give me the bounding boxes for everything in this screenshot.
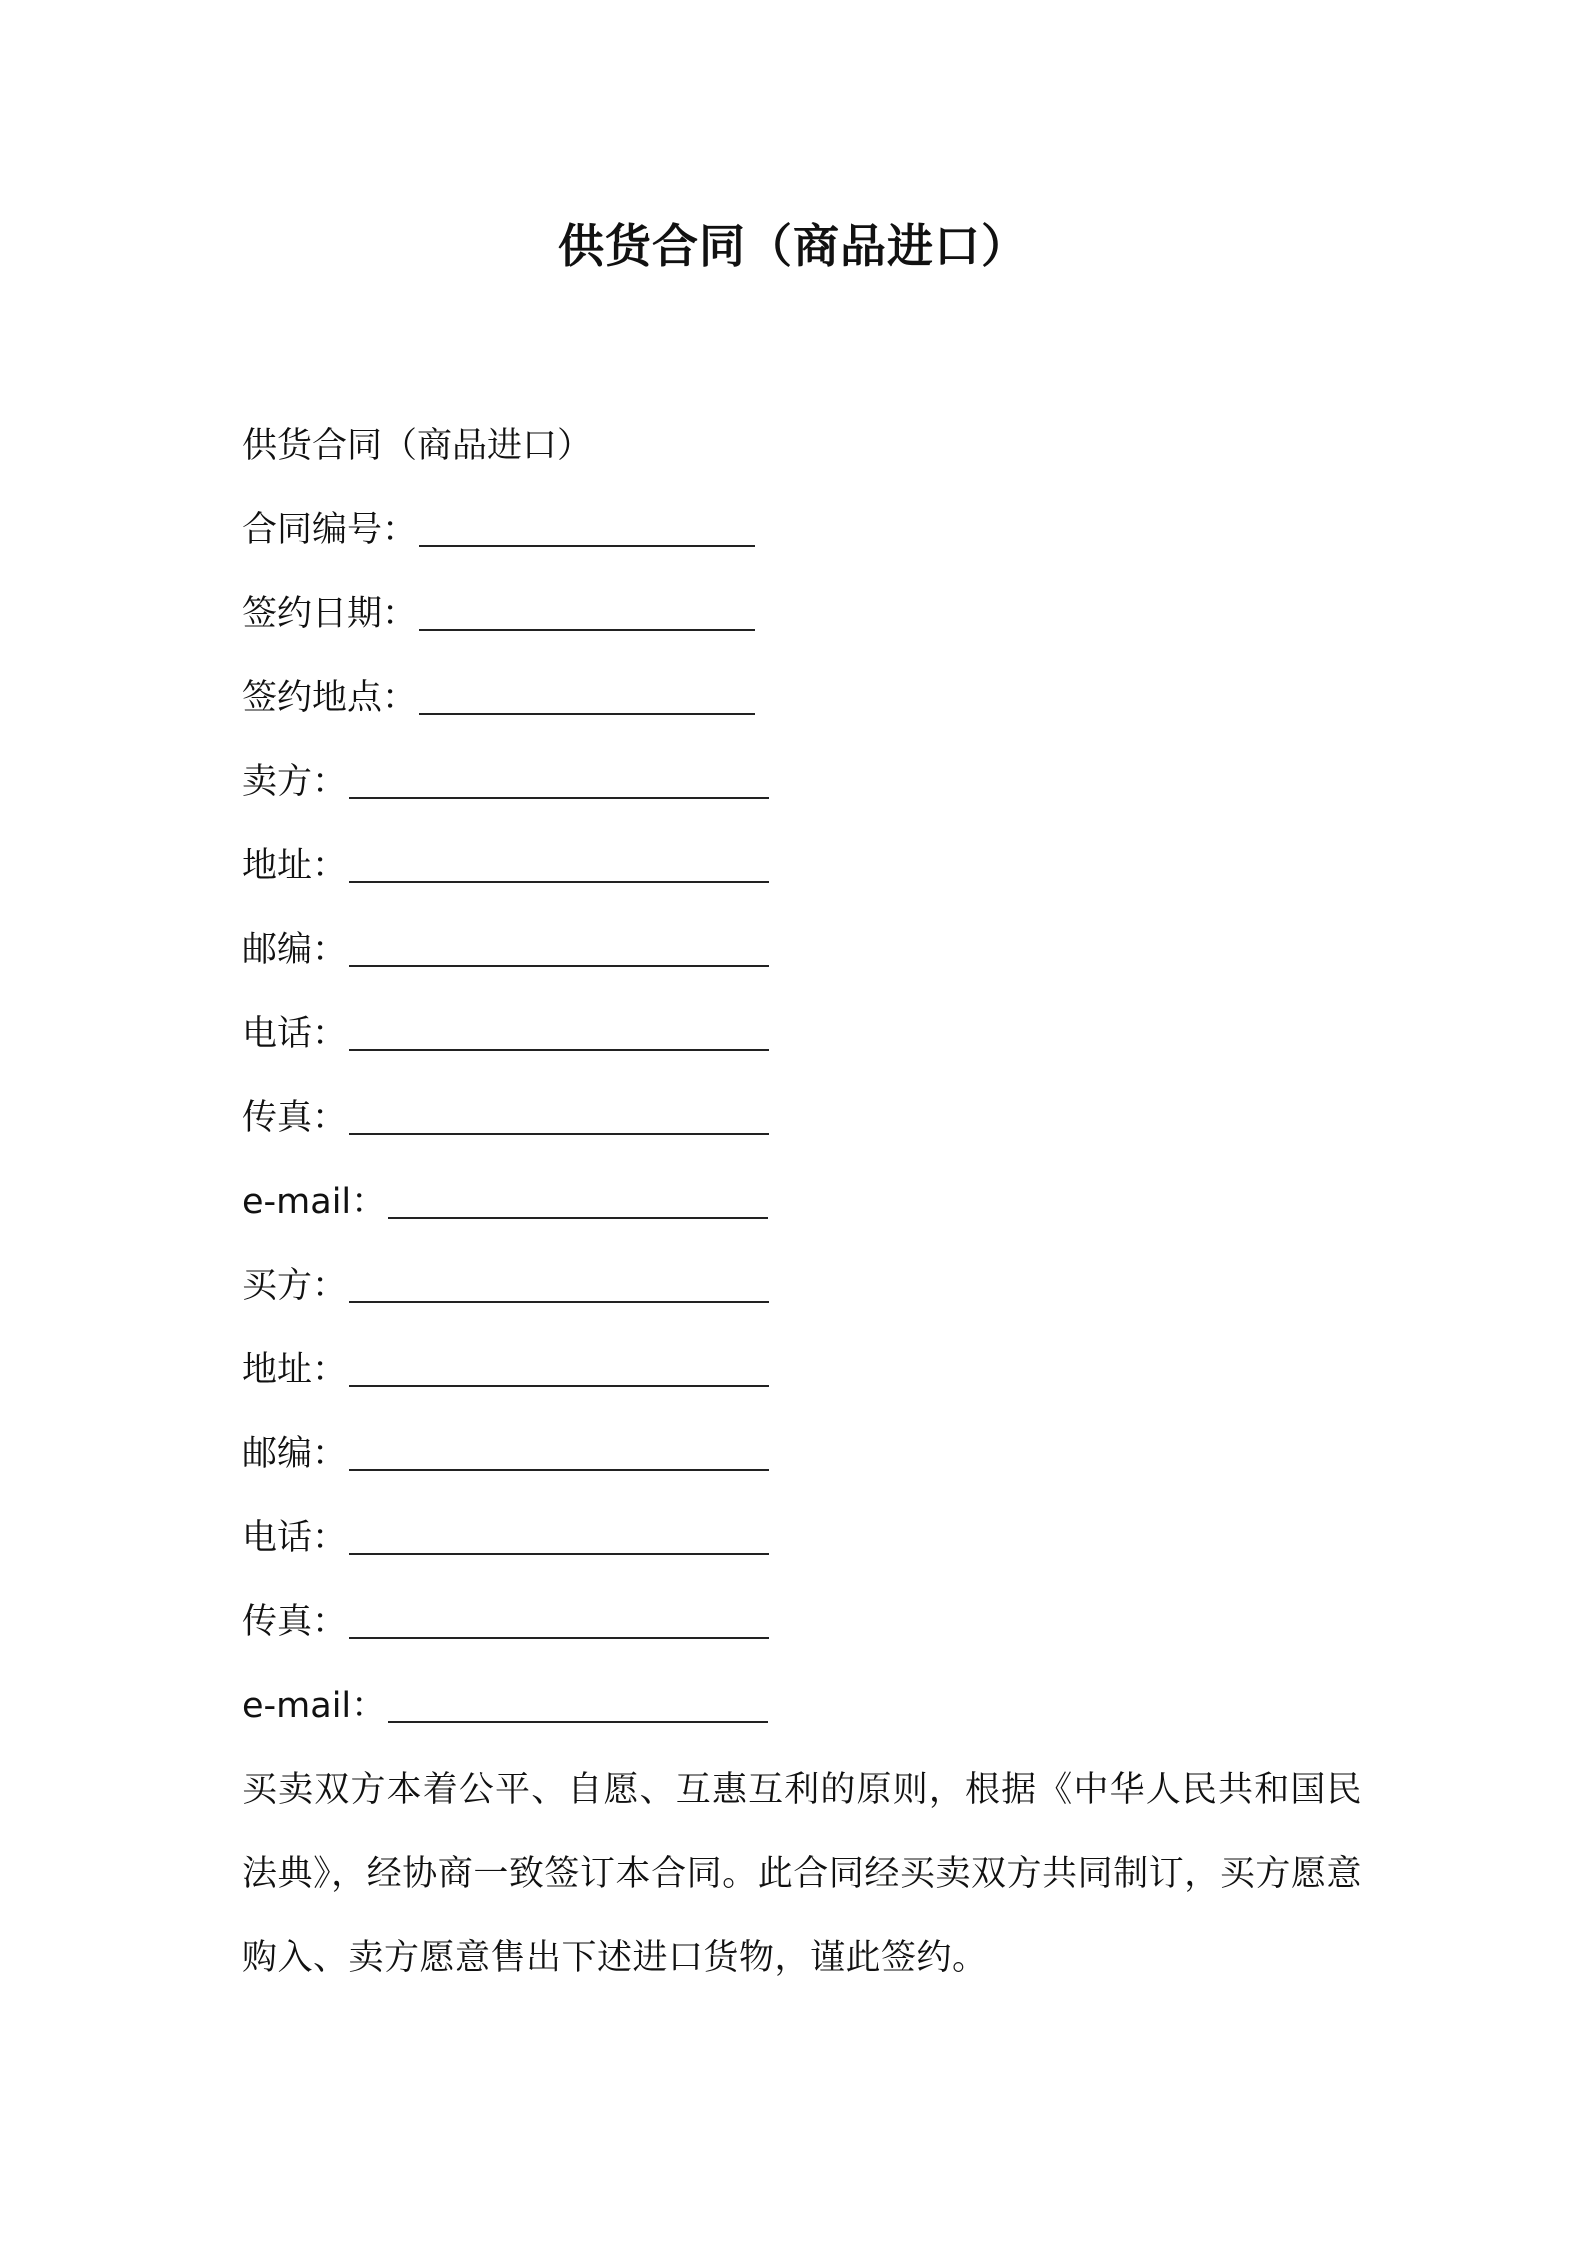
seller-fax-label: 传真： — [242, 1098, 348, 1138]
seller-email-blank[interactable] — [388, 1183, 768, 1219]
buyer-postcode-blank[interactable] — [349, 1435, 769, 1471]
signing-date-label: 签约日期： — [242, 594, 418, 634]
seller-name-blank[interactable] — [349, 763, 769, 799]
buyer-name-label: 买方： — [242, 1266, 348, 1306]
buyer-phone-blank[interactable] — [349, 1519, 769, 1555]
document-subtitle: 供货合同（商品进口） — [242, 426, 593, 466]
seller-address-blank[interactable] — [349, 847, 769, 883]
buyer-postcode-row — [242, 1412, 1362, 1496]
contract-number-blank[interactable] — [419, 511, 755, 547]
signing-place-row — [242, 656, 1362, 740]
buyer-phone-label: 电话： — [242, 1518, 348, 1558]
seller-phone-blank[interactable] — [349, 1015, 769, 1051]
buyer-address-label: 地址： — [242, 1350, 348, 1390]
buyer-address-blank[interactable] — [349, 1351, 769, 1387]
seller-postcode-row — [242, 908, 1362, 992]
seller-name-row — [242, 740, 1362, 824]
buyer-postcode-label: 邮编： — [242, 1434, 348, 1474]
buyer-fax-label: 传真： — [242, 1602, 348, 1642]
seller-email-label: e-mail： — [242, 1182, 387, 1222]
buyer-fax-blank[interactable] — [349, 1603, 769, 1639]
signing-date-blank[interactable] — [419, 595, 755, 631]
signing-place-label: 签约地点： — [242, 678, 418, 718]
buyer-name-blank[interactable] — [349, 1267, 769, 1303]
buyer-email-blank[interactable] — [388, 1687, 768, 1723]
seller-fax-blank[interactable] — [349, 1099, 769, 1135]
contract-number-row — [242, 488, 1362, 572]
signing-date-row — [242, 572, 1362, 656]
buyer-fax-row — [242, 1580, 1362, 1664]
seller-fax-row — [242, 1076, 1362, 1160]
seller-postcode-label: 邮编： — [242, 930, 348, 970]
document-body — [242, 404, 1362, 2000]
preamble-paragraph: 买卖双方本着公平、自愿、互惠互利的原则，根据《中华人民共和国民法典》，经协商一致签订本合同。此合同经买卖双方共同制订，买方愿意购入、卖方愿意售出下述进口货物，谨此签约。 — [242, 1770, 1362, 1978]
seller-phone-label: 电话： — [242, 1014, 348, 1054]
contract-number-label: 合同编号： — [242, 510, 418, 550]
buyer-name-row — [242, 1244, 1362, 1328]
buyer-address-row — [242, 1328, 1362, 1412]
buyer-phone-row — [242, 1496, 1362, 1580]
document-title: 供货合同（商品进口） — [558, 219, 1028, 273]
buyer-email-label: e-mail： — [242, 1686, 387, 1726]
seller-address-row — [242, 824, 1362, 908]
seller-address-label: 地址： — [242, 846, 348, 886]
seller-email-row — [242, 1160, 1362, 1244]
seller-name-label: 卖方： — [242, 762, 348, 802]
buyer-email-row — [242, 1664, 1362, 1748]
seller-postcode-blank[interactable] — [349, 931, 769, 967]
seller-phone-row — [242, 992, 1362, 1076]
signing-place-blank[interactable] — [419, 679, 755, 715]
